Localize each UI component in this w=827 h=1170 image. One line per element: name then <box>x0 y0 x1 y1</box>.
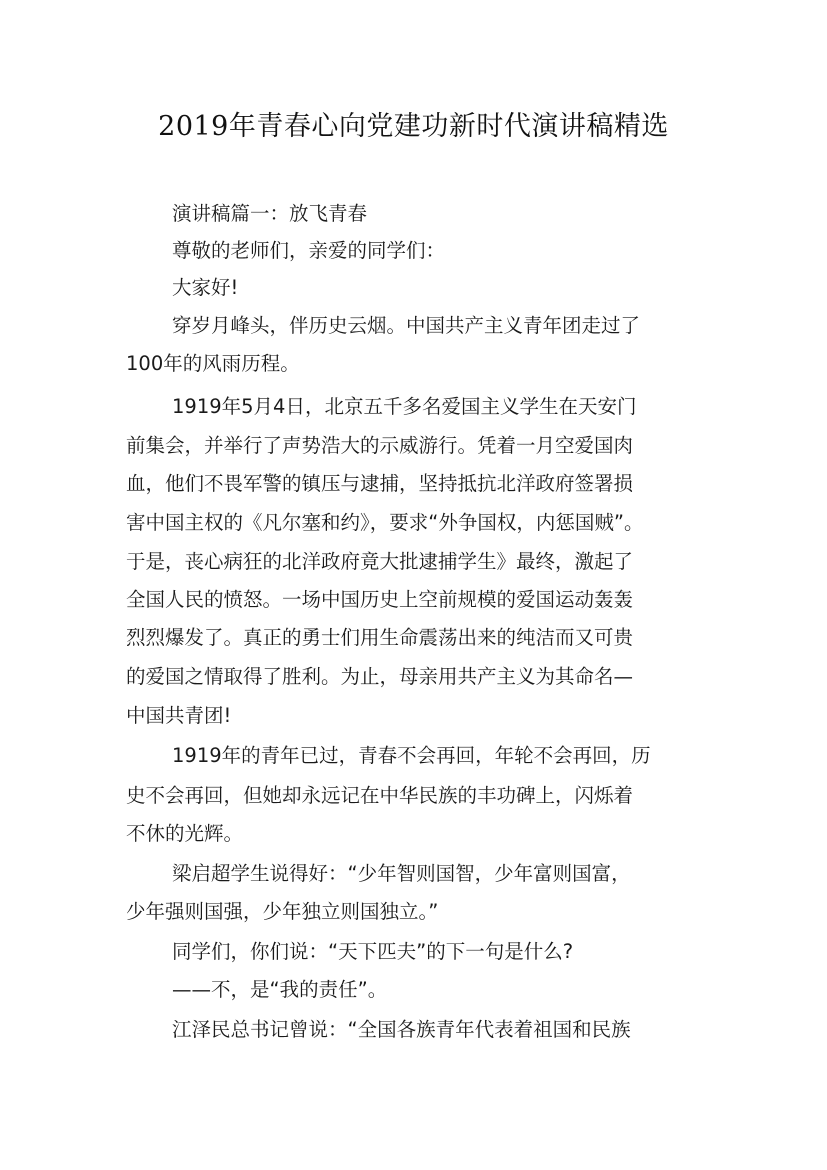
text-line: 史不会再回，但她却永远记在中华民族的丰功碑上，闪烁着 <box>126 784 634 807</box>
text-line: 梁启超学生说得好：“少年智则国智，少年富则国富， <box>172 862 631 885</box>
text-line: 的爱国之情取得了胜利。为止，母亲用共产主义为其命名— <box>126 665 634 688</box>
text-line: 大家好! <box>172 276 239 299</box>
text-line: 烈烈爆发了。真正的勇士们用生命震荡出来的纯洁而又可贵 <box>126 626 634 649</box>
text-line: 同学们，你们说：“天下匹夫”的下一句是什么? <box>172 940 574 963</box>
document-title: 2019年青春心向党建功新时代演讲稿精选 <box>158 111 669 142</box>
text-line: 100年的风雨历程。 <box>126 352 300 375</box>
text-line: 1919年的青年已过，青春不会再回，年轮不会再回，历 <box>172 744 651 767</box>
text-line: 穿岁月峰头，伴历史云烟。中国共产主义青年团走过了 <box>172 314 641 337</box>
text-line: 少年强则国强，少年独立则国独立。” <box>126 900 439 923</box>
text-line: 江泽民总书记曾说：“全国各族青年代表着祖国和民族 <box>172 1018 631 1041</box>
text-line: 全国人民的愤怒。一场中国历史上空前规模的爱国运动轰轰 <box>126 588 634 611</box>
text-line: 害中国主权的《凡尔塞和约》，要求“外争国权，内惩国贼”。 <box>126 511 644 534</box>
text-line: 中国共青团! <box>126 704 232 727</box>
text-line: 前集会，并举行了声势浩大的示威游行。凭着一月空爱国肉 <box>126 434 634 457</box>
text-line: ——不，是“我的责任”。 <box>172 978 388 1001</box>
text-line: 尊敬的老师们，亲爱的同学们： <box>172 239 446 262</box>
text-line: 演讲稿篇一：放飞青春 <box>172 202 368 225</box>
text-line: 1919年5月4日，北京五千多名爱国主义学生在天安门 <box>172 395 637 418</box>
text-line: 血，他们不畏军警的镇压与逮捕，坚持抵抗北洋政府签署损 <box>126 472 634 495</box>
text-line: 于是，丧心病狂的北洋政府竟大批逮捕学生》最终，激起了 <box>126 550 634 573</box>
text-line: 不休的光辉。 <box>126 822 244 845</box>
